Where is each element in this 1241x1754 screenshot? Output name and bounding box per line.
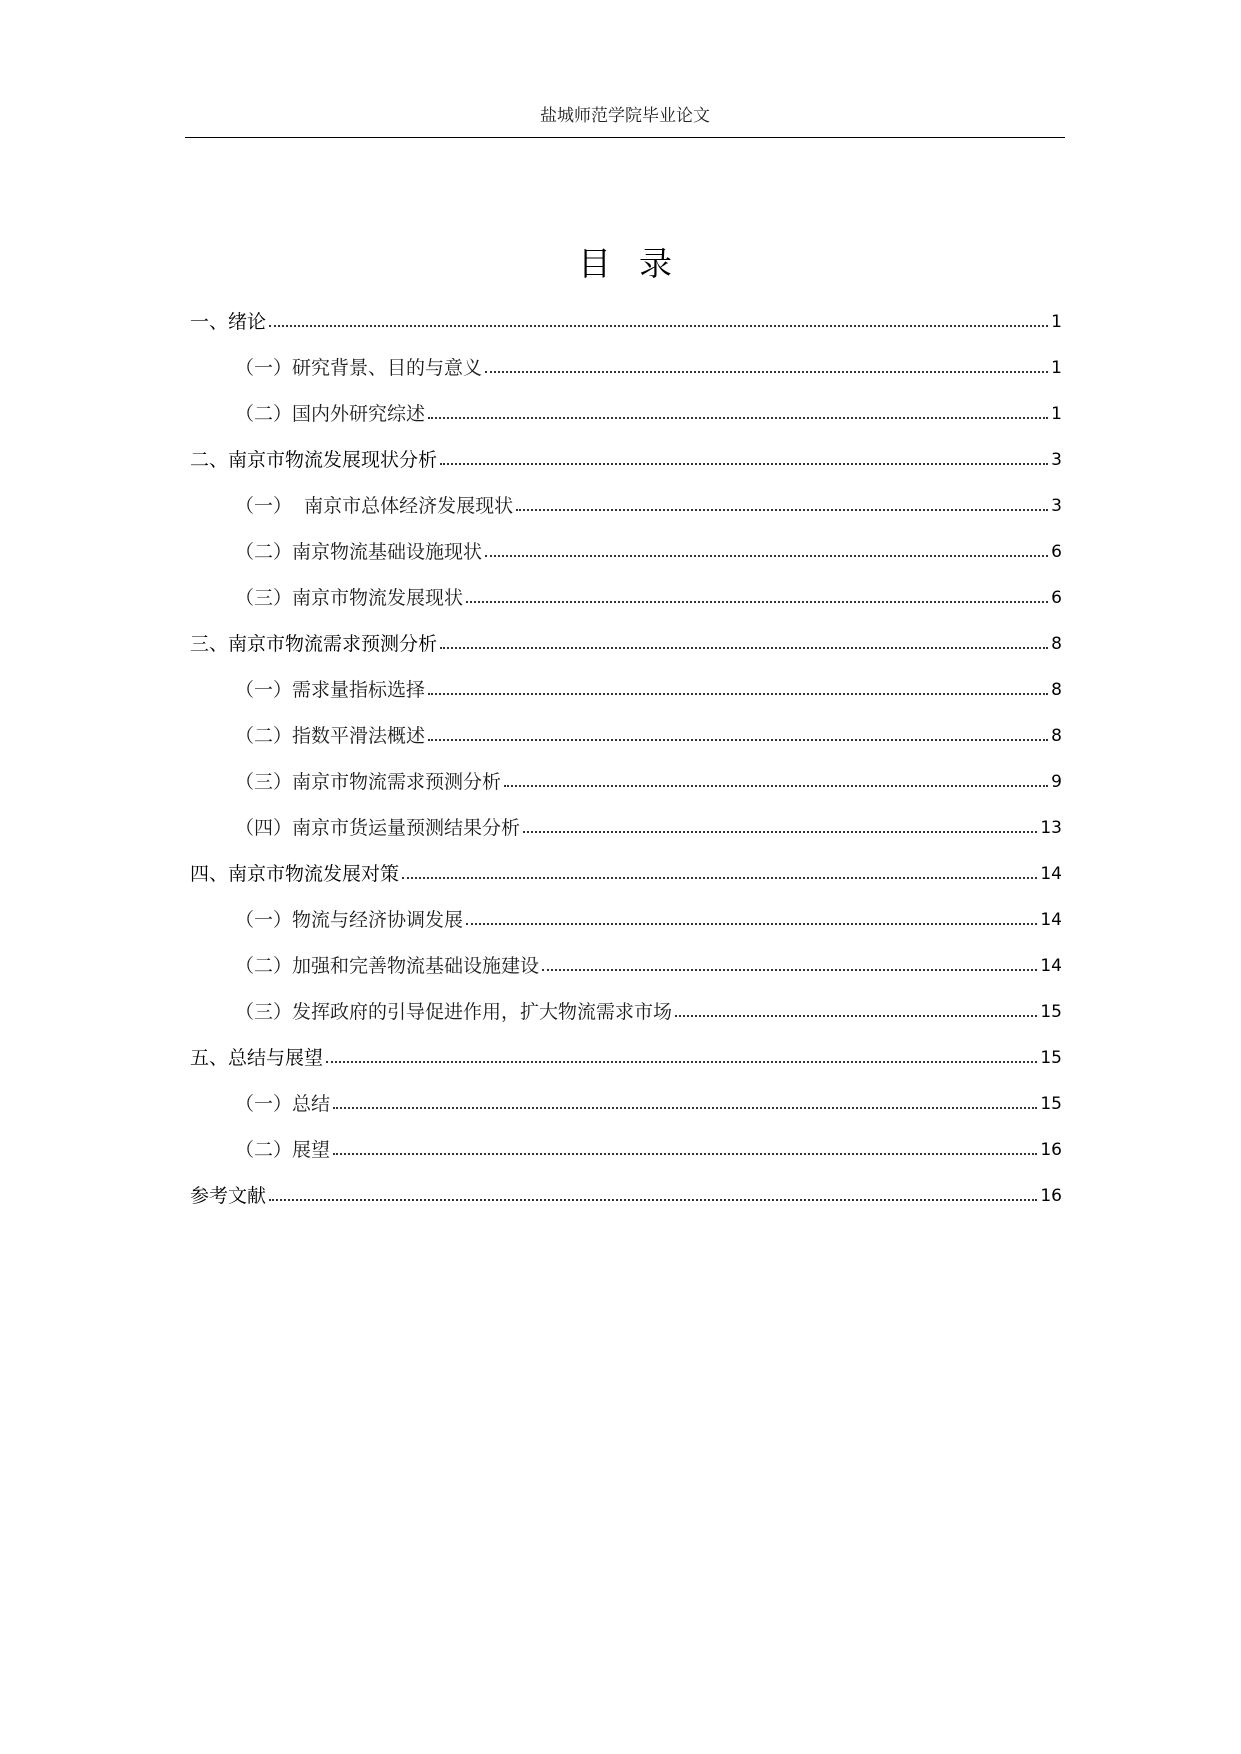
toc-section-entry[interactable] [190, 575, 1062, 621]
page-header: 盐城师范学院毕业论文 [540, 106, 710, 126]
toc-dot-leader [440, 463, 1048, 465]
toc-entry-label: （二）加强和完善物流基础设施建设 [235, 955, 540, 977]
toc-dot-leader [485, 371, 1048, 373]
toc-entry-label: 参考文献 [190, 1185, 267, 1207]
toc-entry-label: （二）指数平滑法概述 [235, 725, 426, 747]
toc-section-entry[interactable] [190, 759, 1062, 805]
toc-page-number: 15 [1040, 1048, 1062, 1068]
toc-section-entry[interactable] [190, 667, 1062, 713]
toc-chapter-entry[interactable] [190, 1035, 1062, 1081]
toc-list [190, 299, 1062, 1219]
toc-entry-label: （二）国内外研究综述 [235, 403, 426, 425]
toc-dot-leader [466, 601, 1048, 603]
toc-page-number: 13 [1040, 818, 1062, 838]
toc-page-number: 8 [1051, 634, 1062, 654]
toc-chapter-entry[interactable] [190, 437, 1062, 483]
toc-page-number: 14 [1040, 864, 1062, 884]
toc-page-number: 6 [1051, 542, 1062, 562]
toc-dot-leader [485, 555, 1048, 557]
toc-section-entry[interactable] [190, 713, 1062, 759]
toc-section-entry[interactable] [190, 529, 1062, 575]
toc-dot-leader [466, 923, 1037, 925]
toc-section-entry[interactable] [190, 1081, 1062, 1127]
toc-entry-label: 二、南京市物流发展现状分析 [190, 449, 438, 471]
toc-entry-label: 五、总结与展望 [190, 1047, 324, 1069]
toc-dot-leader [675, 1015, 1037, 1017]
toc-dot-leader [333, 1153, 1037, 1155]
toc-dot-leader [516, 509, 1048, 511]
toc-page-number: 14 [1040, 956, 1062, 976]
toc-chapter-entry[interactable] [190, 1173, 1062, 1219]
toc-dot-leader [333, 1107, 1037, 1109]
toc-section-entry[interactable] [190, 897, 1062, 943]
toc-dot-leader [523, 831, 1037, 833]
toc-section-entry[interactable] [190, 989, 1062, 1035]
toc-page-number: 1 [1051, 312, 1062, 332]
toc-dot-leader [428, 417, 1048, 419]
toc-entry-label: （一）总结 [235, 1093, 331, 1115]
toc-title: 目录 [578, 244, 700, 283]
toc-section-entry[interactable] [190, 345, 1062, 391]
toc-section-entry[interactable] [190, 483, 1062, 529]
toc-dot-leader [269, 325, 1048, 327]
toc-entry-label: （三）发挥政府的引导促进作用，扩大物流需求市场 [235, 1001, 673, 1023]
toc-page-number: 1 [1051, 404, 1062, 424]
toc-entry-label: （一） 南京市总体经济发展现状 [235, 495, 514, 517]
toc-entry-label: （一）研究背景、目的与意义 [235, 357, 483, 379]
toc-chapter-entry[interactable] [190, 621, 1062, 667]
toc-page-number: 8 [1051, 680, 1062, 700]
toc-dot-leader [269, 1199, 1037, 1201]
toc-entry-label: （二）南京物流基础设施现状 [235, 541, 483, 563]
toc-section-entry[interactable] [190, 943, 1062, 989]
toc-section-entry[interactable] [190, 1127, 1062, 1173]
toc-dot-leader [428, 739, 1048, 741]
toc-section-entry[interactable] [190, 805, 1062, 851]
toc-page-number: 16 [1040, 1140, 1062, 1160]
toc-entry-label: （一）需求量指标选择 [235, 679, 426, 701]
toc-chapter-entry[interactable] [190, 299, 1062, 345]
toc-dot-leader [542, 969, 1037, 971]
toc-entry-label: （三）南京市物流需求预测分析 [235, 771, 502, 793]
toc-page-number: 8 [1051, 726, 1062, 746]
toc-dot-leader [326, 1061, 1037, 1063]
toc-dot-leader [504, 785, 1048, 787]
toc-page-number: 9 [1051, 772, 1062, 792]
toc-entry-label: （三）南京市物流发展现状 [235, 587, 464, 609]
toc-page-number: 15 [1040, 1094, 1062, 1114]
toc-entry-label: （四）南京市货运量预测结果分析 [235, 817, 521, 839]
header-divider [185, 137, 1065, 138]
toc-page-number: 16 [1040, 1186, 1062, 1206]
toc-entry-label: 一、绪论 [190, 311, 267, 333]
toc-page-number: 14 [1040, 910, 1062, 930]
toc-page-number: 3 [1051, 450, 1062, 470]
toc-page-number: 15 [1040, 1002, 1062, 1022]
toc-dot-leader [428, 693, 1048, 695]
toc-entry-label: 四、南京市物流发展对策 [190, 863, 400, 885]
toc-dot-leader [440, 647, 1048, 649]
toc-page-number: 1 [1051, 358, 1062, 378]
toc-entry-label: 三、南京市物流需求预测分析 [190, 633, 438, 655]
toc-dot-leader [402, 877, 1037, 879]
toc-section-entry[interactable] [190, 391, 1062, 437]
toc-page-number: 3 [1051, 496, 1062, 516]
toc-page-number: 6 [1051, 588, 1062, 608]
toc-entry-label: （一）物流与经济协调发展 [235, 909, 464, 931]
toc-chapter-entry[interactable] [190, 851, 1062, 897]
toc-entry-label: （二）展望 [235, 1139, 331, 1161]
